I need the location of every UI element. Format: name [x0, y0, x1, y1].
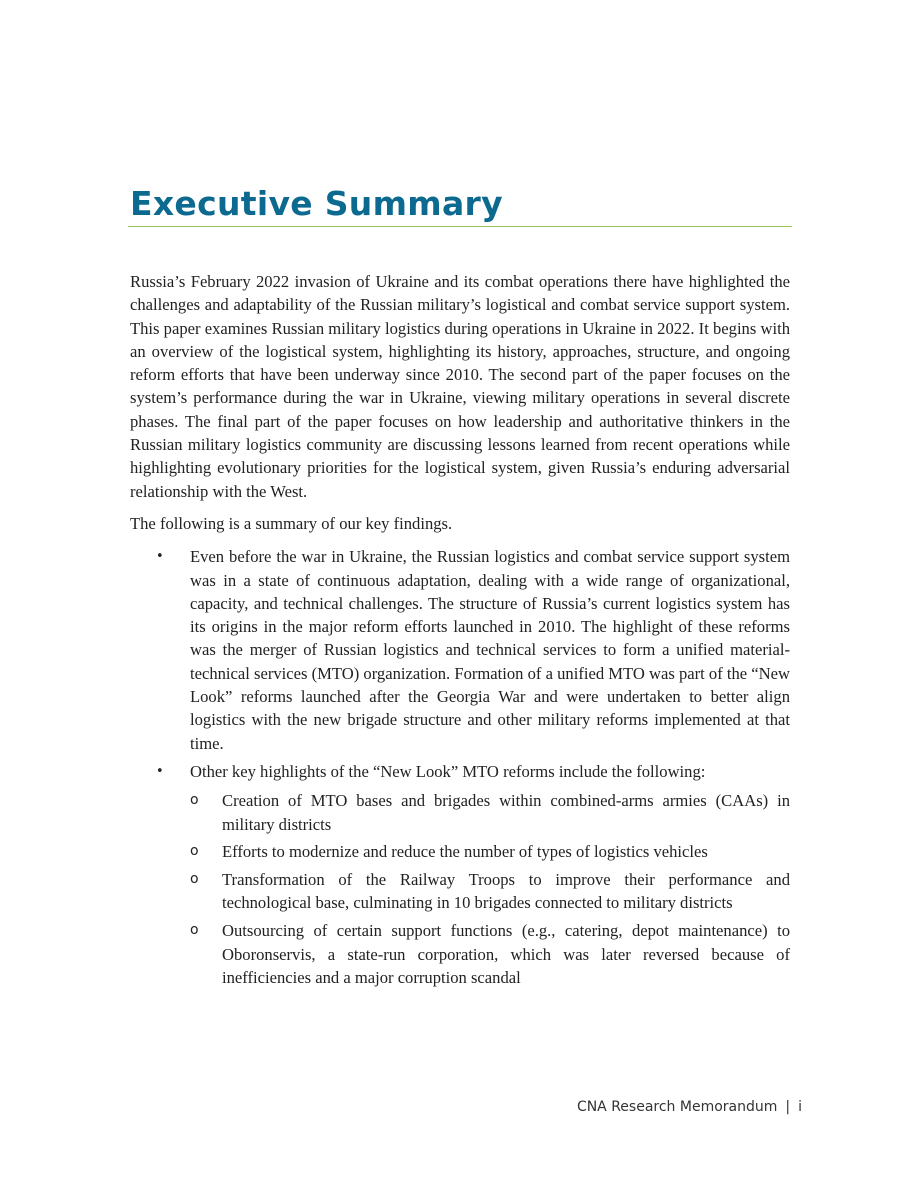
page-title: Executive Summary	[130, 184, 503, 223]
sub-list-item	[190, 789, 790, 836]
page-number: i	[798, 1099, 802, 1115]
findings-lead-paragraph: The following is a summary of our key findings.	[130, 513, 453, 533]
bullet-icon: •	[156, 763, 164, 779]
document-body	[130, 270, 790, 994]
footer-separator: |	[785, 1099, 791, 1115]
sub-list-item	[190, 868, 790, 915]
findings-list	[130, 545, 790, 989]
list-item	[130, 760, 790, 989]
sub-findings-list	[190, 789, 790, 989]
sub-list-item-text: Creation of MTO bases and brigades within combined-arms armies (CAAs) in military districts	[222, 791, 790, 834]
bullet-icon: •	[156, 549, 164, 565]
sub-list-item-text: Transformation of the Railway Troops to improve their performance and technological base, culminating in 10 brigades connected to military districts	[222, 870, 790, 913]
list-item	[130, 545, 790, 755]
circle-bullet-icon: o	[190, 922, 199, 939]
list-item-text: Even before the war in Ukraine, the Russian logistics and combat service support system was in a state of continuous adaptation, dealing with a wide range of organizational, capacity, and technical challenges. The structure of Russia’s current logistics system has its origins in the major reform efforts launched in 2010. The highlight of these reforms was the merger of Russian logistics and technical services to form a unified material-technical services (MTO) organization. Formation of a unified MTO was part of the “New Look” reforms launched after the Georgia War and were undertaken to better align logistics with the new brigade structure and other military reforms implemented at that time.	[190, 547, 790, 753]
circle-bullet-icon: o	[190, 871, 199, 888]
intro-paragraph: Russia’s February 2022 invasion of Ukraine and its combat operations there have highlighted the challenges and adaptability of the Russian military’s logistical and combat service support system. This paper examines Russian military logistics during operations in Ukraine in 2022. It begins with an overview of the logistical system, highlighting its history, approaches, structure, and ongoing reform efforts that have been underway since 2010. The second part of the paper focuses on the system’s performance during the war in Ukraine, viewing military operations in several discrete phases. The final part of the paper focuses on how leadership and authoritative thinkers in the Russian military logistics community are discussing lessons learned from recent operations while highlighting evolutionary priorities for the logistical system, given Russia’s enduring adversarial relationship with the West.	[130, 272, 790, 501]
sub-list-item	[190, 919, 790, 989]
circle-bullet-icon: o	[190, 843, 199, 860]
circle-bullet-icon: o	[190, 792, 199, 809]
sub-list-item-text: Outsourcing of certain support functions (e.g., catering, depot maintenance) to Oboronservis, a state-run corporation, which was later reversed because of inefficiencies and a major corruption scandal	[222, 921, 790, 987]
footer-publication: CNA Research Memorandum	[576, 1099, 778, 1115]
sub-list-item	[190, 840, 790, 863]
list-item-text: Other key highlights of the “New Look” MTO reforms include the following:	[190, 761, 706, 781]
sub-list-item-text: Efforts to modernize and reduce the number of types of logistics vehicles	[222, 842, 708, 862]
page-footer	[577, 1099, 802, 1115]
title-underline-divider	[128, 226, 792, 227]
